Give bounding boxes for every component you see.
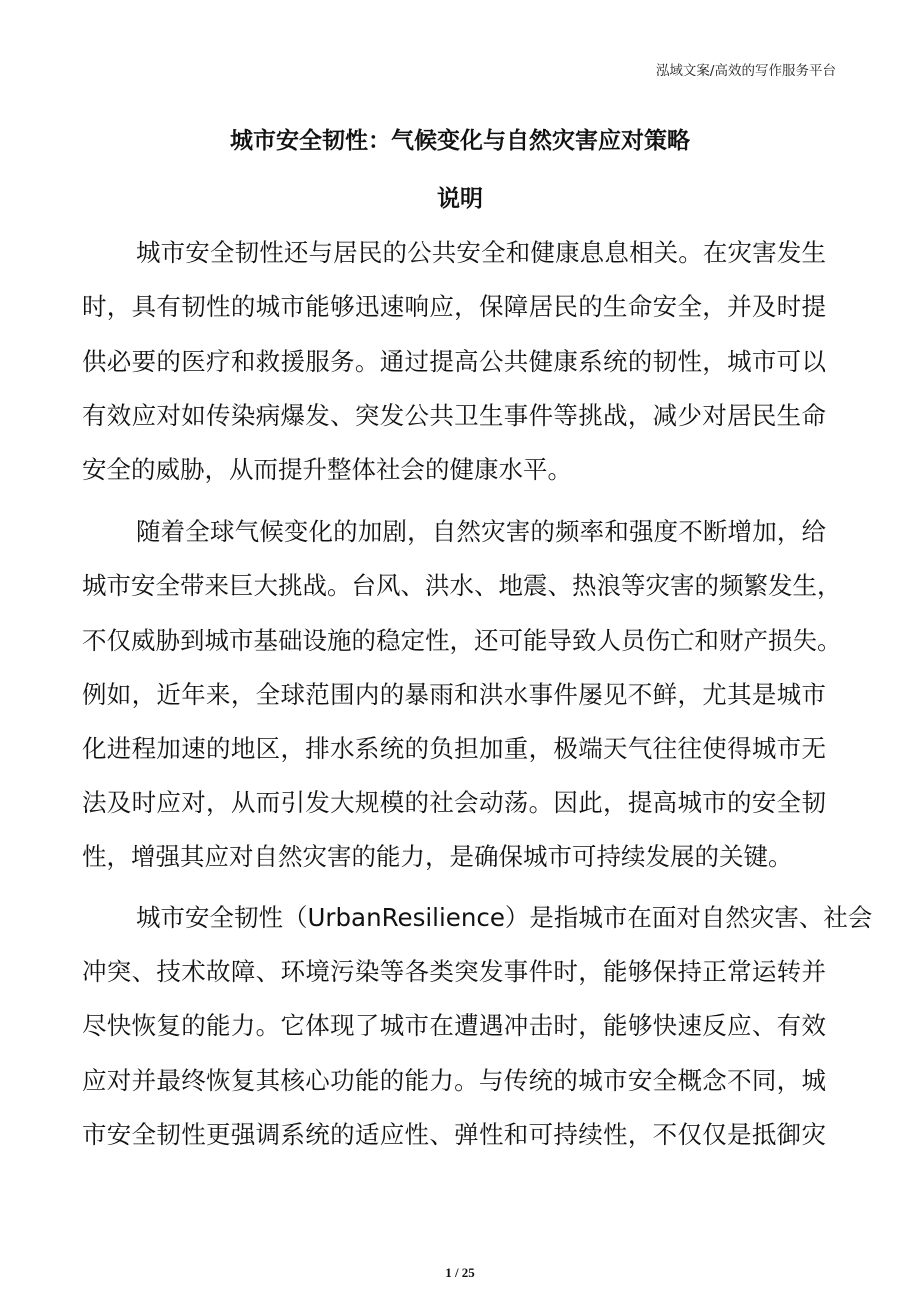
text-line: 化进程加速的地区，排水系统的负担加重，极端天气往往使得城市无 xyxy=(82,734,826,763)
section-heading: 说明 xyxy=(437,186,483,212)
text-line: 不仅威胁到城市基础设施的稳定性，还可能导致人员伤亡和财产损失。 xyxy=(82,626,842,655)
text-line: 冲突、技术故障、环境污染等各类突发事件时，能够保持正常运转并 xyxy=(82,957,826,986)
page-number: 1 / 25 xyxy=(445,1265,475,1280)
text-line: 例如，近年来，全球范围内的暴雨和洪水事件屡见不鲜，尤其是城市 xyxy=(82,680,826,709)
text-line: 城市安全带来巨大挑战。台风、洪水、地震、热浪等灾害的频繁发生， xyxy=(82,571,842,600)
text-line: 供必要的医疗和救援服务。通过提高公共健康系统的韧性，城市可以 xyxy=(82,347,826,376)
text-line: 应对并最终恢复其核心功能的能力。与传统的城市安全概念不同，城 xyxy=(82,1066,826,1095)
text-line: 法及时应对，从而引发大规模的社会动荡。因此，提高城市的安全韧 xyxy=(82,788,826,817)
text-line: 性，增强其应对自然灾害的能力，是确保城市可持续发展的关键。 xyxy=(82,842,793,871)
text-line: 时，具有韧性的城市能够迅速响应，保障居民的生命安全，并及时提 xyxy=(82,292,826,321)
text-line: 安全的威胁，从而提升整体社会的健康水平。 xyxy=(82,455,572,484)
text-line: 尽快恢复的能力。它体现了城市在遭遇冲击时，能够快速反应、有效 xyxy=(82,1011,826,1040)
text-line: 随着全球气候变化的加剧，自然灾害的频率和强度不断增加，给 xyxy=(136,517,826,546)
document-title: 城市安全韧性：气候变化与自然灾害应对策略 xyxy=(230,128,690,154)
text-line: 城市安全韧性还与居民的公共安全和健康息息相关。在灾害发生 xyxy=(136,238,826,267)
text-line: 城市安全韧性（UrbanResilience）是指城市在面对自然灾害、社会 xyxy=(136,903,873,932)
text-line: 有效应对如传染病爆发、突发公共卫生事件等挑战，减少对居民生命 xyxy=(82,401,826,430)
page-header: 泓域文案/高效的写作服务平台 xyxy=(655,63,836,79)
text-line: 市安全韧性更强调系统的适应性、弹性和可持续性，不仅仅是抵御灾 xyxy=(82,1120,826,1149)
